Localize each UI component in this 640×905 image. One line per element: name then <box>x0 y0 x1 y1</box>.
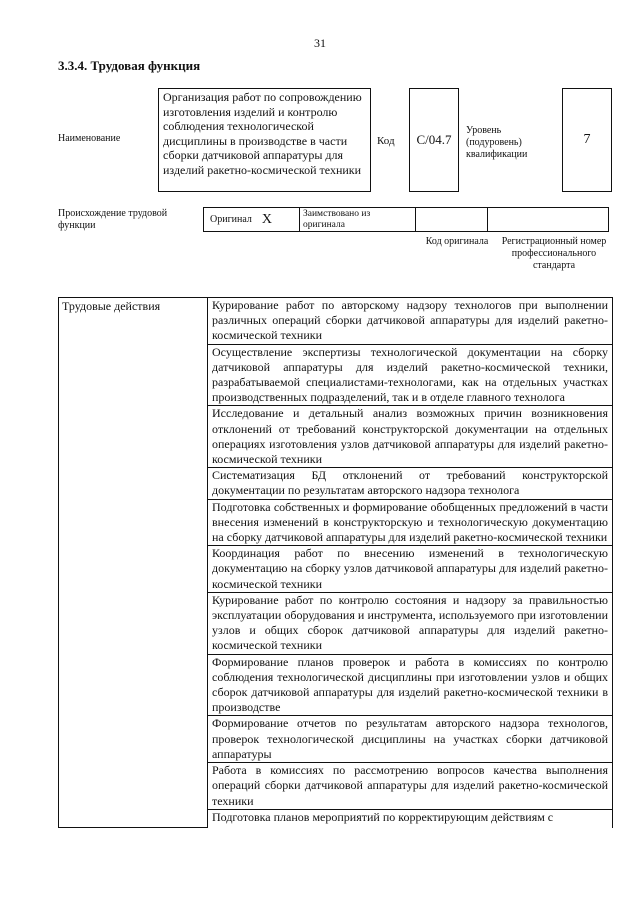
code-label: Код <box>377 135 395 147</box>
section-title: 3.3.4. Трудовая функция <box>58 58 201 73</box>
action-item: Формирование отчетов по результатам авторского надзора технологов, проверок технологической дисциплины на участках сборки датчиковой аппаратуры <box>208 716 613 763</box>
reg-number-cell <box>487 207 609 232</box>
name-label: Наименование <box>58 133 121 144</box>
action-item: Исследование и детальный анализ возможных причин возникновения отклонений от требований конструкторской документации на отдельных операциях изготовления узлов датчиковой аппаратуры для изделий ракетно-космической техники <box>208 406 613 468</box>
page-number: 31 <box>314 36 326 50</box>
code-original-caption: Код оригинала <box>425 236 489 247</box>
code-value: С/04.7 <box>416 132 452 147</box>
code-box <box>409 88 459 192</box>
action-item: Работа в комиссиях по рассмотрению вопросов качества выполнения операций сборки датчиковой аппаратуры для изделий ракетно-космической техники <box>208 763 613 810</box>
reg-number-caption: Регистрационный номер профессионального стандарта <box>501 236 607 271</box>
action-item: Подготовка планов мероприятий по корректирующим действиям с <box>208 809 613 828</box>
action-item: Осуществление экспертизы технологической документации на сборку датчиковой аппаратуры для изделий ракетно-космической техники, разрабатываемой специалистами-технологами, как на отдельных участках производственных подразделений, так и в отделе главного технолога <box>208 344 613 406</box>
code-original-cell <box>415 207 488 232</box>
action-item: Подготовка собственных и формирование обобщенных предложений в части внесения изменений в конструкторскую и технологическую документацию на сборку датчиковой аппаратуры для изделий ракетно-космической техники <box>208 499 613 546</box>
action-item: Формирование планов проверок и работа в комиссиях по контролю соблюдения технологической дисциплины при изготовлении узлов и общих сборок датчиковой аппаратуры для изделий ракетно-космической техники в производстве <box>208 654 613 716</box>
function-name-box: Организация работ по сопровождению изготовления изделий и контролю соблюдения технологической дисциплины в производстве в части сборки датчиковой аппаратуры для изделий ракетно-космической техники <box>158 88 371 192</box>
level-label: Уровень (подуровень) квалификации <box>466 125 528 160</box>
origin-label: Происхождение трудовой функции <box>58 208 168 231</box>
original-label: Оригинал <box>210 214 252 225</box>
action-item: Курирование работ по авторскому надзору технологов при выполнении различных операций сборки датчиковой аппаратуры для изделий ракетно-космической техники <box>208 298 613 345</box>
level-value: 7 <box>583 132 591 147</box>
table-row <box>59 298 613 345</box>
actions-header: Трудовые действия <box>59 298 208 828</box>
level-box <box>562 88 612 192</box>
origin-row <box>204 207 612 232</box>
borrowed-cell: Заимствовано из оригинала <box>299 207 416 232</box>
action-item: Курирование работ по контролю состояния и надзору за правильностью эксплуатации оборудования и инструмента, используемого при изготовлении узлов и общих сборок датчиковой аппаратуры для изделий ракетно-космической техники <box>208 592 613 654</box>
labor-actions-table <box>58 297 613 828</box>
action-item: Координация работ по внесению изменений в технологическую документацию на сборку узлов датчиковой аппаратуры для изделий ракетно-космической техники <box>208 546 613 593</box>
action-item: Систематизация БД отклонений от требований конструкторской документации по результатам авторского надзора технолога <box>208 468 613 499</box>
original-mark: X <box>261 211 273 227</box>
original-cell <box>203 207 300 232</box>
